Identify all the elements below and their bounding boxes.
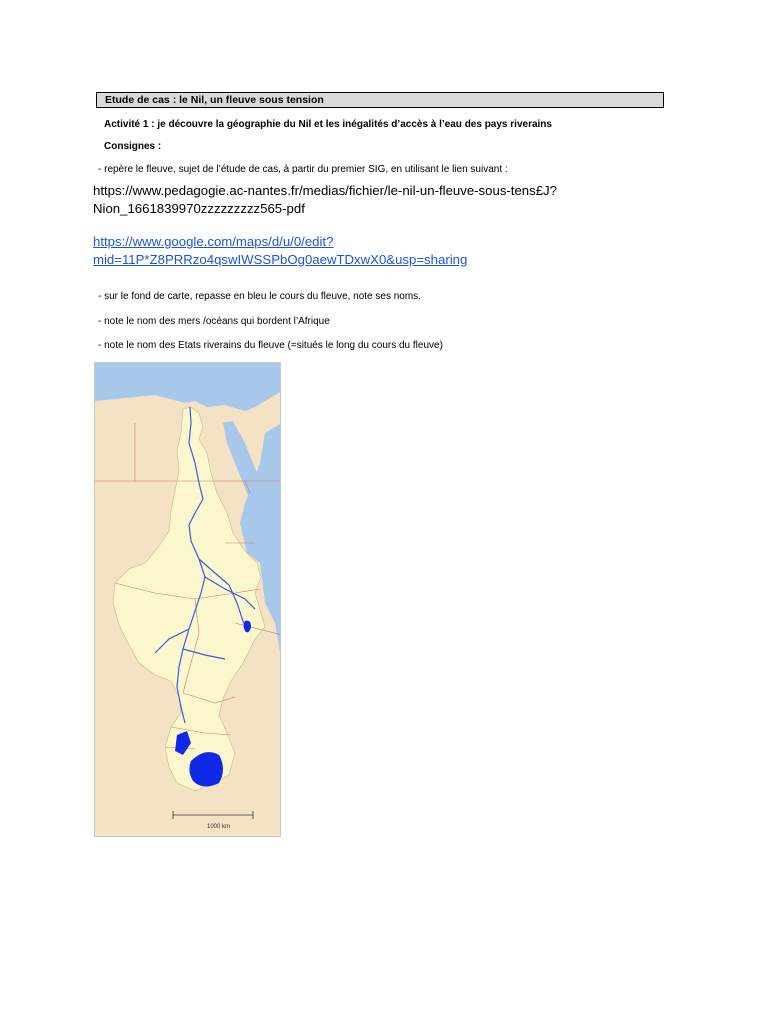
google-maps-link-line-1[interactable]: https://www.google.com/maps/d/u/0/edit? <box>93 234 334 249</box>
nile-basin-map-svg <box>95 363 281 837</box>
google-maps-link[interactable] <box>93 233 573 269</box>
case-study-title: Etude de cas : le Nil, un fleuve sous tension <box>96 92 664 108</box>
instruction-item-1: - repère le fleuve, sujet de l’étude de cas, à partir du premier SIG, en utilisant le lien suivant : <box>98 164 508 175</box>
instruction-item-3: - note le nom des mers /océans qui bordent l’Afrique <box>98 316 330 327</box>
instructions-heading: Consignes : <box>104 141 162 152</box>
pedagogie-url-line-1: https://www.pedagogie.ac-nantes.fr/medias/fichier/le-nil-un-fleuve-sous-tens£J? <box>93 183 557 198</box>
nile-basin-map <box>94 362 281 837</box>
scale-label: 1000 km <box>207 824 231 830</box>
pedagogie-url-line-2: Nion_1661839970zzzzzzzzz565-pdf <box>93 201 305 216</box>
google-maps-link-line-2[interactable]: mid=11P*Z8PRRzo4qswIWSSPbOg0aewTDxwX0&usp=sharing <box>93 252 468 267</box>
pedagogie-url <box>93 182 653 218</box>
instruction-item-2: - sur le fond de carte, repasse en bleu le cours du fleuve, note ses noms. <box>98 291 421 302</box>
activity-heading: Activité 1 : je découvre la géographie du Nil et les inégalités d’accès à l’eau des pays riverains <box>104 119 552 130</box>
instruction-item-4: - note le nom des Etats riverains du fleuve (=situés le long du cours du fleuve) <box>98 340 443 351</box>
